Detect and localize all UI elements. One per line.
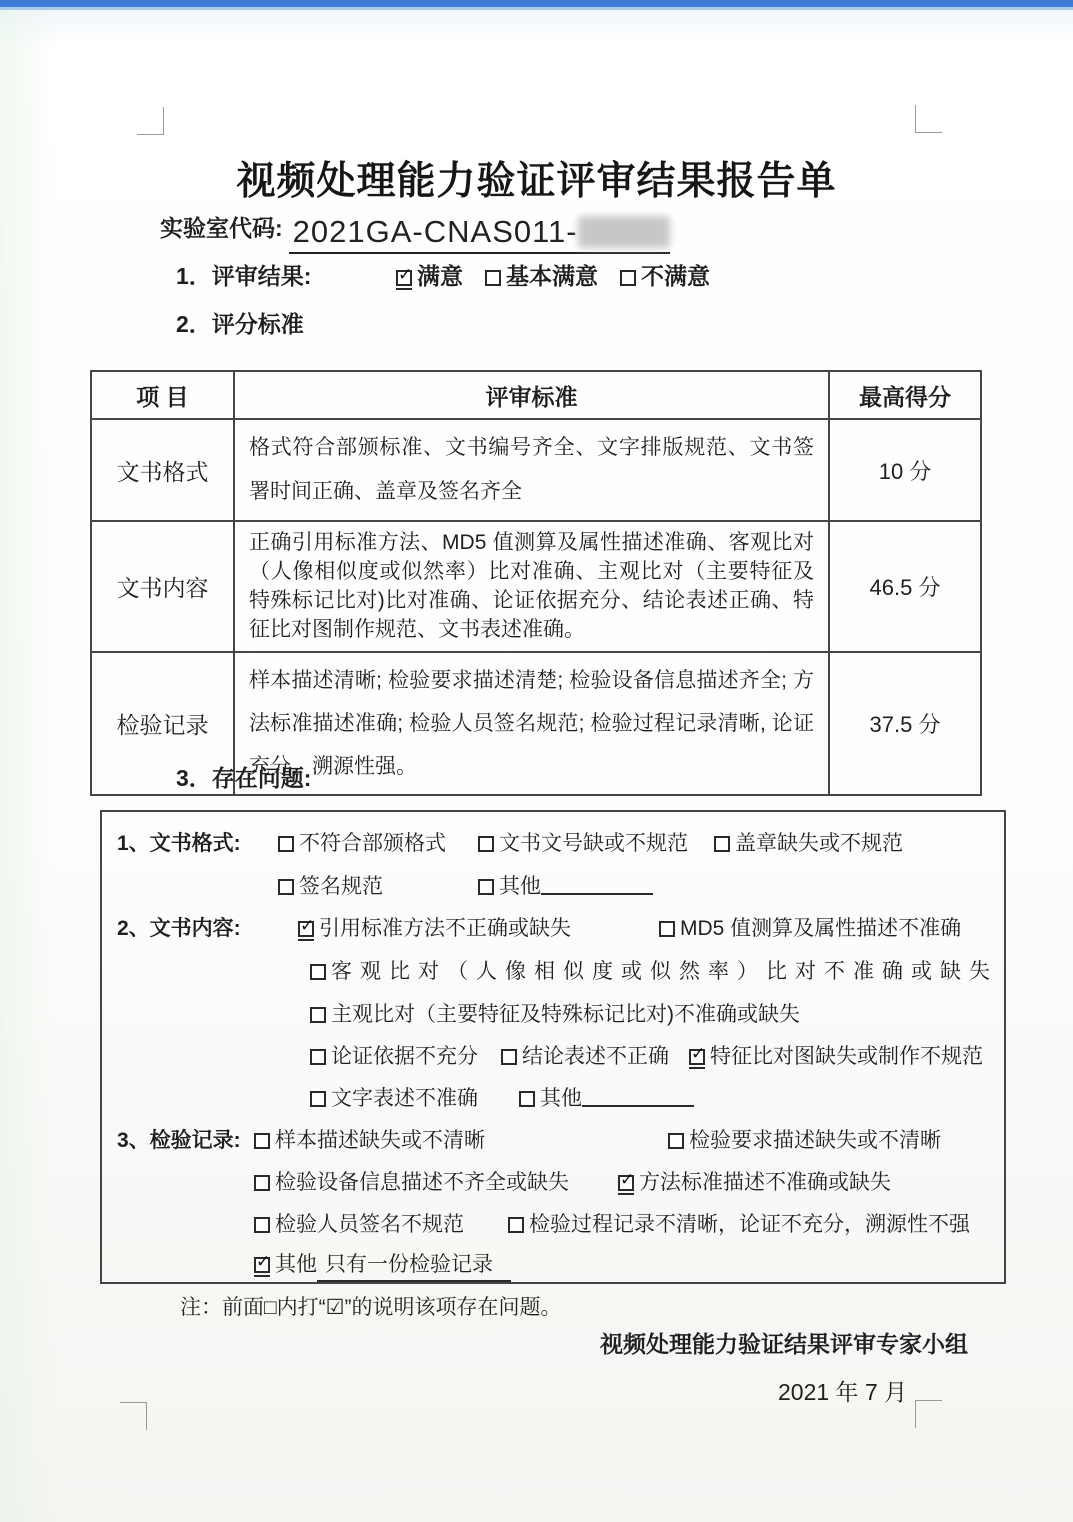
column-header-criteria: 评审标准 bbox=[234, 371, 829, 419]
review-result-options bbox=[396, 258, 710, 291]
checkbox-icon[interactable] bbox=[618, 1175, 634, 1191]
report-date: 2021 年 7 月 bbox=[778, 1379, 908, 1405]
checkbox-icon[interactable] bbox=[508, 1217, 524, 1233]
table-header-row bbox=[91, 371, 981, 419]
table-row: 文书格式 格式符合部颁标准、文书编号齐全、文字排版规范、文书签署时间正确、盖章及签名齐全 10 分 bbox=[91, 419, 981, 521]
checkbox-icon[interactable] bbox=[485, 270, 501, 286]
checkbox-icon[interactable] bbox=[689, 1049, 705, 1065]
column-header-score: 最高得分 bbox=[829, 371, 981, 419]
column-header-item: 项 目 bbox=[91, 371, 234, 419]
result-option: 基本满意 bbox=[485, 258, 598, 291]
blank-line bbox=[541, 877, 653, 895]
problem-item: ✓ 引用标准方法不正确或缺失 bbox=[298, 912, 571, 942]
result-option: ✓ 满意 bbox=[396, 258, 463, 291]
problem-item: 不符合部颁格式 bbox=[278, 827, 446, 857]
problem-item: 检验过程记录不清晰，论证不充分，溯源性不强 bbox=[508, 1208, 970, 1238]
problems-section-label: 3．存在问题: bbox=[176, 765, 312, 791]
page-corner-mark bbox=[120, 1402, 147, 1430]
problem-item: 其他 bbox=[478, 870, 653, 900]
checkbox-icon[interactable] bbox=[278, 879, 294, 895]
problem-item: 签名规范 bbox=[278, 870, 383, 900]
problem-item: 样本描述缺失或不清晰 bbox=[254, 1124, 485, 1154]
checkbox-icon[interactable] bbox=[620, 270, 636, 286]
lab-code-row bbox=[160, 210, 670, 254]
table-row: 检验记录 样本描述清晰; 检验要求描述清楚; 检验设备信息描述齐全; 方法标准描述准确; 检验人员签名规范; 检验过程记录清晰, 论证充分，溯源性强。 37.5 分 bbox=[91, 652, 981, 795]
checkbox-icon[interactable] bbox=[519, 1091, 535, 1107]
problem-item: 客观比对（人像相似度或似然率）比对不准确或缺失 bbox=[310, 955, 998, 985]
redacted-text bbox=[578, 216, 670, 248]
checkbox-icon[interactable] bbox=[310, 964, 326, 980]
checkbox-icon[interactable] bbox=[310, 1091, 326, 1107]
group-label: 1、文书格式: bbox=[117, 832, 241, 855]
other-note-text: 只有一份检验记录 bbox=[317, 1248, 511, 1282]
checkbox-icon[interactable] bbox=[254, 1133, 270, 1149]
problem-item: MD5 值测算及属性描述不准确 bbox=[659, 912, 961, 942]
problem-item: 检验设备信息描述不齐全或缺失 bbox=[254, 1166, 569, 1196]
problem-item: ✓其他 只有一份检验记录 bbox=[254, 1248, 511, 1282]
footnote: 注：前面□内打“☑”的说明该项存在问题。 bbox=[180, 1296, 562, 1319]
checkbox-icon[interactable] bbox=[310, 1049, 326, 1065]
expert-group-signoff: 视频处理能力验证结果评审专家小组 bbox=[600, 1331, 968, 1357]
scoring-section-label: 2．评分标准 bbox=[176, 311, 304, 337]
problem-item: 检验要求描述缺失或不清晰 bbox=[668, 1124, 941, 1154]
table-row: 文书内容 正确引用标准方法、MD5 值测算及属性描述准确、客观比对（人像相似度或似然率）比对准确、主观比对（主要特征及特殊标记比对)比对准确、论证依据充分、结论表述正确、特征比对图制作规范、文书表述准确。 46.5 分 bbox=[91, 521, 981, 652]
page-corner-mark bbox=[915, 1400, 942, 1428]
problem-item: ✓ 特征比对图缺失或制作不规范 bbox=[689, 1040, 983, 1070]
problem-item: 盖章缺失或不规范 bbox=[714, 827, 903, 857]
checkbox-icon[interactable] bbox=[501, 1049, 517, 1065]
problem-item: ✓ 方法标准描述不准确或缺失 bbox=[618, 1166, 891, 1196]
checkbox-icon[interactable] bbox=[478, 836, 494, 852]
checkbox-icon[interactable] bbox=[278, 836, 294, 852]
checkbox-icon[interactable] bbox=[310, 1007, 326, 1023]
problem-item: 结论表述不正确 bbox=[501, 1040, 669, 1070]
checkbox-icon[interactable] bbox=[478, 879, 494, 895]
checkbox-icon[interactable] bbox=[396, 270, 412, 286]
problem-item: 检验人员签名不规范 bbox=[254, 1208, 464, 1238]
problem-item: 文字表述不准确 bbox=[310, 1082, 478, 1112]
checkbox-icon[interactable] bbox=[254, 1175, 270, 1191]
lab-code-value: 2021GA-CNAS011- bbox=[289, 214, 670, 254]
report-title: 视频处理能力验证评审结果报告单 bbox=[236, 160, 837, 203]
problem-item: 论证依据不充分 bbox=[310, 1040, 478, 1070]
problem-item: 文书文号缺或不规范 bbox=[478, 827, 688, 857]
scoring-table bbox=[90, 370, 982, 796]
blank-line bbox=[582, 1089, 694, 1107]
problem-item: 主观比对（主要特征及特殊标记比对)不准确或缺失 bbox=[310, 998, 800, 1028]
checkbox-icon[interactable] bbox=[659, 921, 675, 937]
page-corner-mark bbox=[137, 107, 164, 135]
checkbox-icon[interactable] bbox=[254, 1217, 270, 1233]
checkbox-icon[interactable] bbox=[714, 836, 730, 852]
group-label: 3、检验记录: bbox=[117, 1129, 241, 1152]
checkbox-icon[interactable] bbox=[254, 1257, 270, 1273]
group-label: 2、文书内容: bbox=[117, 917, 241, 940]
page-corner-mark bbox=[915, 105, 942, 133]
lab-code-label: 实验室代码: bbox=[160, 215, 283, 241]
problem-item: 其他 bbox=[519, 1082, 694, 1112]
checkbox-icon[interactable] bbox=[668, 1133, 684, 1149]
checkbox-icon[interactable] bbox=[298, 921, 314, 937]
problems-box bbox=[100, 810, 1006, 1284]
review-result-label: 1．评审结果: bbox=[176, 263, 312, 289]
screen-top-bar bbox=[0, 0, 1073, 10]
result-option: 不满意 bbox=[620, 258, 710, 291]
